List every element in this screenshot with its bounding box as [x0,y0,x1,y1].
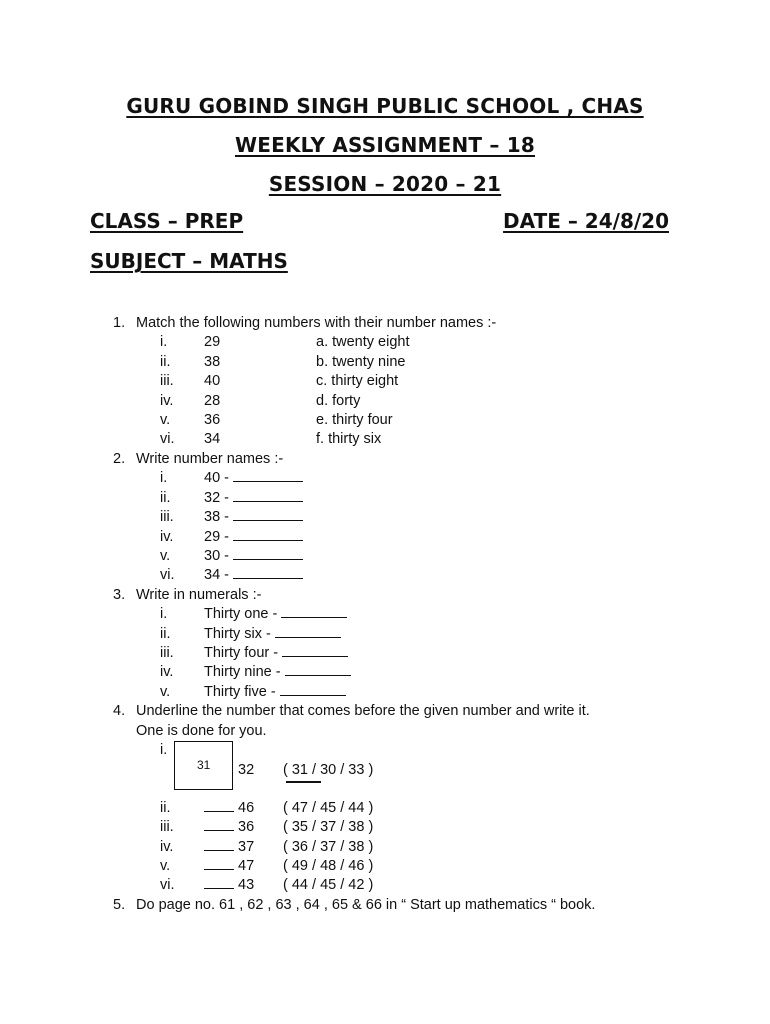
roman-numeral: i. [160,742,168,758]
roman-numeral: iii. [160,373,174,389]
question-text: Write number names :- [136,451,284,467]
answer-blank[interactable] [204,857,234,870]
answer-blank[interactable] [204,838,234,851]
question-text: Match the following numbers with their number names :- [136,315,497,331]
question-number: 2. [113,451,126,467]
fill-in-item: Thirty four - [204,644,348,663]
match-name: b. twenty nine [316,354,406,370]
roman-numeral: ii. [160,354,171,370]
answer-blank[interactable] [285,663,351,676]
match-name: c. thirty eight [316,373,399,389]
number-options: ( 44 / 45 / 42 ) [283,877,374,893]
answer-blank[interactable] [275,625,341,638]
number-options: ( 31 / 30 / 33 ) [283,762,374,778]
number-options: ( 35 / 37 / 38 ) [283,819,374,835]
roman-numeral: ii. [160,800,171,816]
subject-label: SUBJECT – MATHS [90,249,288,273]
example-answer: 31 [197,758,211,772]
fill-in-item: 32 - [204,489,303,508]
session-title: SESSION – 2020 – 21 [268,172,502,196]
roman-numeral: vi. [160,877,175,893]
answer-blank[interactable] [204,818,234,831]
school-name: GURU GOBIND SINGH PUBLIC SCHOOL , CHAS [126,94,644,118]
number-options: ( 47 / 45 / 44 ) [283,800,374,816]
question-text: Write in numerals :- [136,587,262,603]
question-number: 5. [113,897,126,913]
question-number: 4. [113,703,126,719]
fill-in-item: 37 [204,838,254,857]
roman-numeral: vi. [160,431,175,447]
roman-numeral: vi. [160,567,175,583]
fill-in-item: 40 - [204,469,303,488]
fill-in-item: Thirty nine - [204,663,351,682]
answer-blank[interactable] [233,469,303,482]
answer-blank[interactable] [280,683,346,696]
fill-in-item: Thirty five - [204,683,346,702]
match-number: 34 [204,431,221,447]
roman-numeral: ii. [160,626,171,642]
number-options: ( 49 / 48 / 46 ) [283,858,374,874]
fill-in-item: Thirty six - [204,625,341,644]
question-text-continued: One is done for you. [136,723,267,739]
fill-in-item: Thirty one - [204,605,347,624]
match-number: 29 [204,334,221,350]
answer-blank[interactable] [233,547,303,560]
number-options: ( 36 / 37 / 38 ) [283,839,374,855]
roman-numeral: i. [160,470,168,486]
roman-numeral: iii. [160,509,174,525]
given-number: 32 [238,762,255,778]
fill-in-item: 43 [204,876,254,895]
question-text: Underline the number that comes before the given number and write it. [136,703,590,719]
match-name: e. thirty four [316,412,393,428]
roman-numeral: v. [160,684,171,700]
date-label: DATE – 24/8/20 [503,209,669,233]
fill-in-item: 46 [204,799,254,818]
roman-numeral: iv. [160,529,174,545]
roman-numeral: v. [160,858,171,874]
roman-numeral: i. [160,334,168,350]
question-number: 3. [113,587,126,603]
answer-blank[interactable] [233,566,303,579]
answer-blank[interactable] [204,876,234,889]
roman-numeral: iii. [160,645,174,661]
roman-numeral: iv. [160,664,174,680]
fill-in-item: 29 - [204,528,303,547]
example-underline [286,781,321,783]
answer-blank[interactable] [282,644,348,657]
answer-blank[interactable] [233,508,303,521]
fill-in-item: 34 - [204,566,303,585]
fill-in-item: 47 [204,857,254,876]
fill-in-item: 38 - [204,508,303,527]
roman-numeral: i. [160,606,168,622]
match-number: 28 [204,393,221,409]
question-text: Do page no. 61 , 62 , 63 , 64 , 65 & 66 in “ Start up mathematics “ book. [136,897,596,913]
roman-numeral: iii. [160,819,174,835]
example-answer-box [174,741,233,790]
match-number: 38 [204,354,221,370]
match-name: f. thirty six [316,431,382,447]
assignment-title: WEEKLY ASSIGNMENT – 18 [234,133,536,157]
fill-in-item: 36 [204,818,254,837]
roman-numeral: v. [160,412,171,428]
question-number: 1. [113,315,126,331]
answer-blank[interactable] [233,489,303,502]
match-number: 36 [204,412,221,428]
fill-in-item: 30 - [204,547,303,566]
answer-blank[interactable] [204,799,234,812]
match-name: d. forty [316,393,361,409]
roman-numeral: iv. [160,839,174,855]
roman-numeral: iv. [160,393,174,409]
answer-blank[interactable] [281,605,347,618]
roman-numeral: v. [160,548,171,564]
roman-numeral: ii. [160,490,171,506]
answer-blank[interactable] [233,528,303,541]
match-number: 40 [204,373,221,389]
match-name: a. twenty eight [316,334,410,350]
class-label: CLASS – PREP [90,209,244,233]
